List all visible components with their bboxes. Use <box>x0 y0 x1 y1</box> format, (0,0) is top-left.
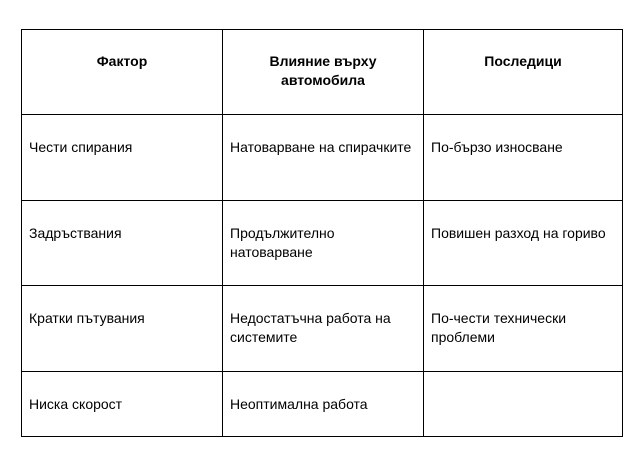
cell-text: Ниска скорост <box>29 395 123 412</box>
cell-text: По-чести технически проблеми <box>431 310 567 346</box>
table-row <box>22 286 623 372</box>
header-impact <box>223 30 424 115</box>
factors-table <box>21 29 623 437</box>
table-cell <box>223 115 424 201</box>
table-cell <box>22 200 223 286</box>
header-label: Фактор <box>96 53 148 69</box>
table-row <box>22 115 623 201</box>
table-cell <box>424 286 623 372</box>
table-cell-empty <box>424 371 623 436</box>
cell-text: Повишен разход на гориво <box>431 224 606 241</box>
table-cell <box>22 371 223 436</box>
cell-text <box>424 372 622 395</box>
table-cell <box>223 371 424 436</box>
table-row <box>22 200 623 286</box>
header-consequences <box>424 30 623 115</box>
table-cell <box>424 115 623 201</box>
header-label: Влияние върху автомобила <box>269 53 377 88</box>
cell-text: Натоварване на спирачките <box>230 139 412 155</box>
table-cell <box>22 286 223 372</box>
table-cell <box>22 115 223 201</box>
table-header-row <box>22 30 623 115</box>
header-factor <box>22 30 223 115</box>
table-row <box>22 371 623 436</box>
cell-text: Кратки пътувания <box>29 310 145 327</box>
cell-text: Чести спирания <box>29 139 133 155</box>
cell-text: Неоптимална работа <box>230 395 368 412</box>
cell-text: Задръствания <box>29 224 122 241</box>
cell-text: Недостатъчна работа на системите <box>230 310 391 346</box>
header-label: Последици <box>484 53 562 69</box>
table-cell <box>223 200 424 286</box>
cell-text: По-бързо износване <box>431 139 563 155</box>
table-cell <box>223 286 424 372</box>
cell-text: Продължително натоварване <box>230 224 335 260</box>
table-cell <box>424 200 623 286</box>
